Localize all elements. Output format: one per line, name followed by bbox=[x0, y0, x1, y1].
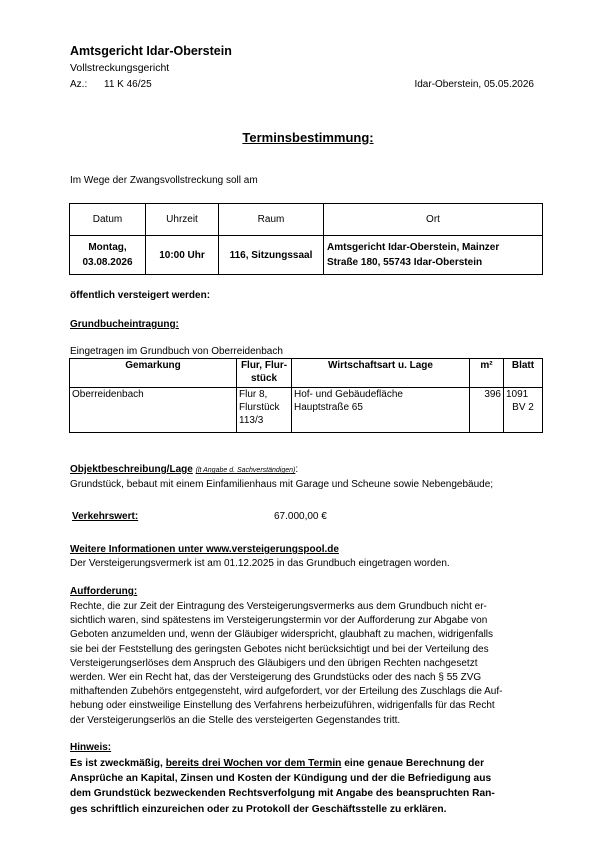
grundbuch-heading: Grundbucheintragung: bbox=[70, 319, 179, 330]
cell-m2: 396 bbox=[470, 388, 504, 433]
aufforderung-line: sie bei der Feststellung des geringsten Gebotes nicht berücksichtigt und bei der Verteilung des bbox=[70, 643, 489, 655]
aufforderung-line: hebung oder einstweilige Einstellung des Verfahrens herbeizuführen, widrigenfalls für das Recht bbox=[70, 700, 495, 712]
hinweis-heading: Hinweis: bbox=[70, 742, 112, 753]
versteigert-text: öffentlich versteigert werden: bbox=[70, 290, 211, 301]
hinweis-line1-a: Es ist zweckmäßig, bbox=[70, 758, 166, 769]
objekt-heading-sub: (lt Angabe d. Sachverständigen) bbox=[195, 467, 296, 474]
header-m2: m² bbox=[470, 359, 504, 388]
hinweis-line1-emphasis: bereits drei Wochen vor dem Termin bbox=[165, 758, 342, 769]
flur-line-1: Flur 8, bbox=[239, 389, 268, 400]
header-blatt: Blatt bbox=[504, 359, 543, 388]
datum-date: 03.08.2026 bbox=[82, 257, 133, 268]
court-name: Amtsgericht Idar-Oberstein bbox=[70, 44, 232, 58]
wirtschaftsart-line-2: Hauptstraße 65 bbox=[294, 402, 363, 413]
hinweis-text bbox=[70, 756, 546, 817]
aufforderung-line: Geboten anzumelden und, wenn der Gläubiger widerspricht, glaubhaft zu machen, widrigenfalls bbox=[70, 629, 494, 641]
hinweis-line: ges schriftlich einzureichen oder zu Protokoll der Geschäftsstelle zu erklären. bbox=[70, 803, 447, 815]
cell-datum bbox=[70, 236, 146, 275]
datum-weekday: Montag, bbox=[88, 242, 127, 253]
header-uhrzeit: Uhrzeit bbox=[146, 204, 219, 236]
wirtschaftsart-line-1: Hof- und Gebäudefläche bbox=[294, 389, 403, 400]
verkehrswert-value: 67.000,00 € bbox=[274, 511, 327, 522]
court-department: Vollstreckungsgericht bbox=[70, 62, 170, 74]
termin-table-row bbox=[70, 236, 543, 275]
objekt-heading-title: Objektbeschreibung/Lage bbox=[70, 464, 193, 475]
cell-flur bbox=[237, 388, 292, 433]
intro-text: Im Wege der Zwangsvollstreckung soll am bbox=[70, 175, 258, 186]
cell-raum: 116, Sitzungssaal bbox=[219, 236, 324, 275]
hinweis-line: dem Grundstück bezweckenden Rechtsverfolgung mit Angabe des beanspruchten Ran- bbox=[70, 788, 495, 800]
case-number-label: Az.: bbox=[70, 79, 88, 90]
termin-table-header-row bbox=[70, 204, 543, 236]
hinweis-line bbox=[70, 756, 546, 771]
header-flur-line-2: stück bbox=[250, 373, 278, 384]
header-raum: Raum bbox=[219, 204, 324, 236]
header-gemarkung: Gemarkung bbox=[70, 359, 237, 388]
aufforderung-line: mithaftenden Zubehörs entgegensteht, wird aufgefordert, vor der Erteilung des Zuschlags die Auf- bbox=[70, 686, 503, 698]
weitere-info-text: Der Versteigerungsvermerk ist am 01.12.2025 in das Grundbuch eingetragen worden. bbox=[70, 558, 450, 569]
aufforderung-text bbox=[70, 600, 542, 728]
cell-ort bbox=[324, 236, 543, 275]
aufforderung-heading: Aufforderung: bbox=[70, 586, 138, 597]
blatt-line-2: BV 2 bbox=[512, 402, 534, 413]
cell-gemarkung: Oberreidenbach bbox=[70, 388, 237, 433]
flur-line-2: Flurstück bbox=[239, 402, 280, 413]
grundbuch-row bbox=[70, 388, 543, 433]
objekt-heading bbox=[70, 464, 298, 475]
blatt-line-1: 1091 bbox=[506, 389, 529, 400]
objekt-heading-colon: : bbox=[295, 464, 299, 475]
grundbuch-table bbox=[69, 358, 543, 433]
grundbuch-header-row bbox=[70, 359, 543, 388]
header-wirtschaftsart: Wirtschaftsart u. Lage bbox=[292, 359, 470, 388]
hinweis-line: Ansprüche an Kapital, Zinsen und Kosten der Kündigung und der die Befriedigung aus bbox=[70, 773, 492, 785]
aufforderung-line: sichtlich waren, sind spätestens im Versteigerungstermin vor der Aufforderung zur Abgabe von bbox=[70, 615, 488, 627]
termin-table bbox=[69, 203, 543, 275]
flur-line-3: 113/3 bbox=[239, 415, 264, 426]
hinweis-line1-c: eine genaue Berechnung der bbox=[341, 758, 485, 769]
cell-blatt bbox=[504, 388, 543, 433]
aufforderung-line: werden. Wer ein Recht hat, das der Versteigerung des Grundstücks oder des nach § 55 ZVG bbox=[70, 672, 482, 684]
cell-uhrzeit: 10:00 Uhr bbox=[146, 236, 219, 275]
header-flur-line-1: Flur, Flur- bbox=[240, 360, 288, 371]
header-datum: Datum bbox=[70, 204, 146, 236]
ort-line-2: Straße 180, 55743 Idar-Oberstein bbox=[327, 257, 483, 268]
grundbuch-intro: Eingetragen im Grundbuch von Oberreidenbach bbox=[70, 346, 283, 357]
aufforderung-line: Versteigerungserlöses dem Anspruch des Gläubigers und den übrigen Rechten nachgesetzt bbox=[70, 657, 478, 669]
header-flur bbox=[237, 359, 292, 388]
weitere-info-heading: Weitere Informationen unter www.versteigerungspool.de bbox=[70, 544, 339, 555]
place-date: Idar-Oberstein, 05.05.2026 bbox=[414, 79, 534, 90]
case-number-value: 11 K 46/25 bbox=[104, 79, 152, 90]
verkehrswert-label: Verkehrswert: bbox=[72, 511, 139, 522]
aufforderung-line: Rechte, die zur Zeit der Eintragung des Versteigerungsvermerks aus dem Grundbuch nicht er- bbox=[70, 601, 487, 612]
cell-wirtschaftsart bbox=[292, 388, 470, 433]
document-title: Terminsbestimmung: bbox=[242, 130, 374, 145]
objekt-text: Grundstück, bebaut mit einem Einfamilienhaus mit Garage und Scheune sowie Nebengebäude; bbox=[70, 479, 494, 490]
aufforderung-line: der Versteigerungserlös an die Stelle des versteigerten Gegenstandes tritt. bbox=[70, 714, 401, 726]
header-ort: Ort bbox=[324, 204, 543, 236]
ort-line-1: Amtsgericht Idar-Oberstein, Mainzer bbox=[327, 242, 500, 253]
